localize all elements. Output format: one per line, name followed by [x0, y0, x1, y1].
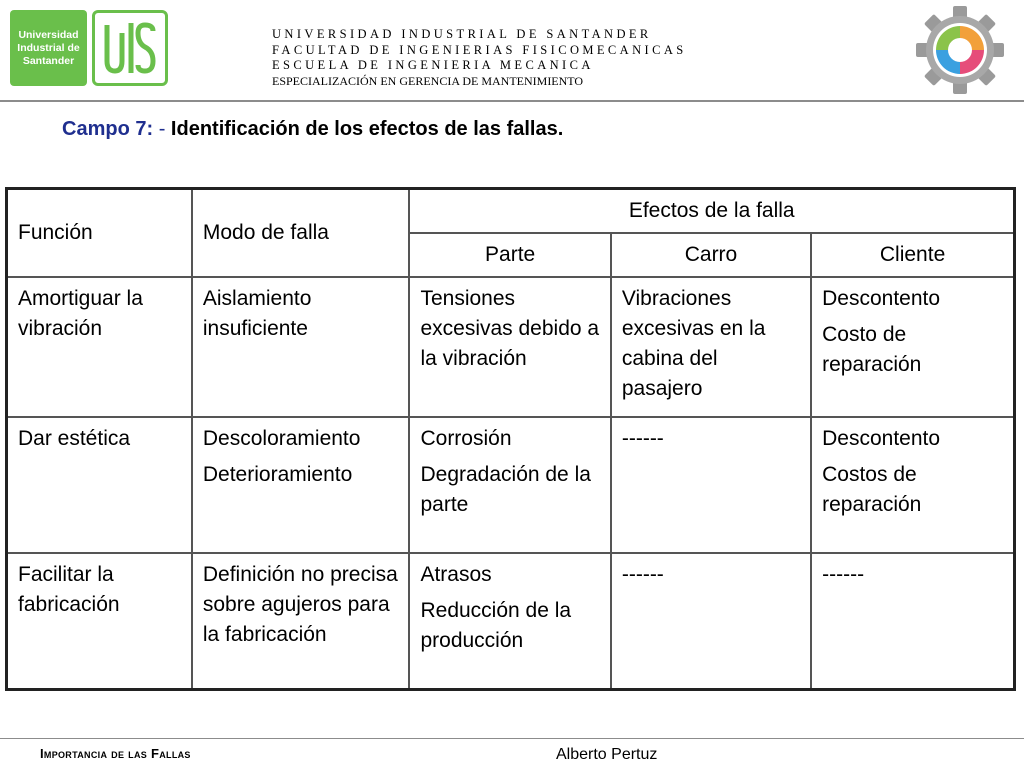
cell-client: Descontento Costos de reparación [811, 417, 1014, 553]
cell-part: Corrosión Degradación de la parte [409, 417, 610, 553]
header-client: Cliente [811, 233, 1014, 277]
institution-header [272, 27, 687, 89]
university-logo [10, 10, 87, 86]
cell-failure-mode: Descoloramiento Deterioramiento [192, 417, 410, 553]
cell-part: Atrasos Reducción de la producción [409, 553, 610, 689]
header-function: Función [7, 189, 192, 278]
logo-text-line: Universidad [18, 28, 79, 41]
uis-logo-icon [92, 10, 168, 86]
title-dash: - [158, 118, 166, 140]
gear-logo-icon [914, 4, 1006, 96]
footer-author: Alberto Pertuz [556, 746, 658, 763]
cell-function: Facilitar la fabricación [7, 553, 192, 689]
logo-text-line: Industrial de [17, 41, 80, 54]
faculty-name: FACULTAD DE INGENIERIAS FISICOMECANICAS [272, 42, 687, 57]
cell-client: ------ [811, 553, 1014, 689]
specialization-name: ESPECIALIZACIÓN EN GERENCIA DE MANTENIMIENTO [272, 73, 584, 88]
title-text: Identificación de los efectos de las fallas. [170, 118, 564, 140]
university-name: UNIVERSIDAD INDUSTRIAL DE SANTANDER [272, 27, 652, 41]
cell-function: Amortiguar la vibración [7, 277, 192, 417]
cell-car: ------ [611, 417, 811, 553]
table-row [7, 277, 1015, 417]
slide-title [62, 118, 563, 141]
title-label: Campo 7: [62, 118, 154, 140]
table-row [7, 553, 1015, 689]
cell-car: ------ [611, 553, 811, 689]
header-car: Carro [611, 233, 811, 277]
cell-failure-mode: Aislamiento insuficiente [192, 277, 410, 417]
table-row [7, 417, 1015, 553]
logo-text-line: Santander [22, 54, 75, 67]
failure-effects-table [5, 187, 1016, 691]
header-effects: Efectos de la falla [409, 189, 1014, 234]
footer-divider [0, 738, 1024, 739]
cell-client: Descontento Costo de reparación [811, 277, 1014, 417]
cell-part: Tensiones excesivas debido a la vibración [409, 277, 610, 417]
school-name: ESCUELA DE INGENIERIA MECANICA [272, 58, 594, 72]
header-failure-mode: Modo de falla [192, 189, 410, 278]
cell-failure-mode: Definición no precisa sobre agujeros para la fabricación [192, 553, 410, 689]
cell-function: Dar estética [7, 417, 192, 553]
header-part: Parte [409, 233, 610, 277]
cell-car: Vibraciones excesivas en la cabina del pasajero [611, 277, 811, 417]
footer-topic: Importancia de las Fallas [40, 746, 191, 761]
header-divider [0, 100, 1024, 102]
